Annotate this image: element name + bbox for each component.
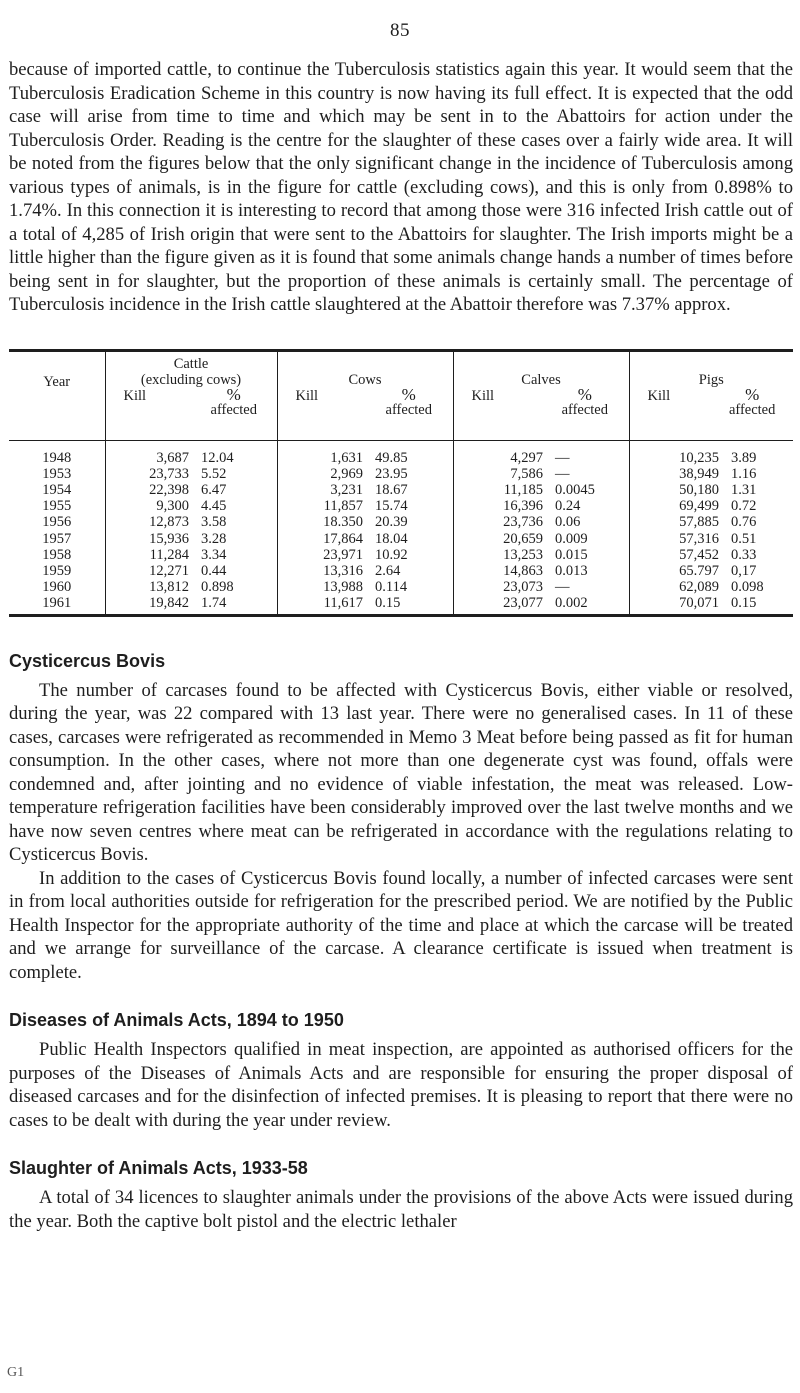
percent-cell: —	[555, 579, 570, 596]
percent-cell: 1.16	[731, 465, 757, 482]
percent-cell: 5.52	[201, 465, 227, 482]
kill-cell: 12,873	[105, 514, 195, 530]
section-heading: Diseases of Animals Acts, 1894 to 1950	[9, 1010, 344, 1031]
kill-cell: 3,231	[277, 482, 369, 498]
kill-cell: 1,631	[277, 440, 369, 466]
year-cell: 1958	[42, 546, 72, 563]
year-cell: 1955	[42, 498, 72, 515]
percent-cell: 0.098	[731, 579, 764, 596]
table-row	[9, 531, 793, 547]
kill-cell: 62,089	[629, 579, 725, 595]
kill-label: Kill	[295, 387, 319, 404]
percent-cell: 3.28	[201, 530, 227, 547]
kill-cell: 15,936	[105, 531, 195, 547]
percent-cell: 0.72	[731, 498, 757, 515]
kill-cell: 23,736	[453, 514, 549, 530]
kill-cell: 13,316	[277, 563, 369, 579]
page-number: 85	[390, 20, 410, 41]
percent-cell: 4.45	[201, 498, 227, 515]
affected-label: affected	[728, 401, 776, 418]
percent-cell: 0.002	[555, 595, 588, 612]
group-title-line2: (excluding cows)	[140, 371, 242, 388]
affected-label: affected	[385, 401, 432, 418]
percent-cell: 12.04	[201, 449, 234, 466]
percent-cell: 10.92	[375, 546, 408, 563]
kill-cell: 11,857	[277, 498, 369, 514]
year-cell: 1953	[42, 465, 72, 482]
kill-cell: 23,073	[453, 579, 549, 595]
kill-cell: 57,885	[629, 514, 725, 530]
kill-cell: 12,271	[105, 563, 195, 579]
percent-cell: 23.95	[375, 465, 408, 482]
kill-cell: 10,235	[629, 440, 725, 466]
percent-cell: 20.39	[375, 514, 408, 531]
percent-cell: 0.24	[555, 498, 581, 515]
kill-cell: 57,316	[629, 531, 725, 547]
percent-cell: 2.64	[375, 562, 401, 579]
percent-cell: 1.31	[731, 481, 757, 498]
kill-cell: 13,812	[105, 579, 195, 595]
year-cell: 1957	[42, 530, 72, 547]
kill-cell: 11,185	[453, 482, 549, 498]
section-heading: Cysticercus Bovis	[9, 650, 166, 671]
group-title-line1	[278, 356, 453, 372]
affected-label: affected	[561, 401, 608, 418]
percent-cell: 0.51	[731, 530, 757, 547]
section	[9, 1008, 793, 1132]
intro-paragraph: because of imported cattle, to continue the Tuberculosis statistics again this year. It would seem that the Tuberculosis Eradication Scheme in this country is now having its full effect. It is expected that the odd case will arise from time to time and which may be sent in to the Abattoirs for action under the Tuberculosis Order. Reading is the centre for the slaughter of these cases over a fairly wide area. It will be noted from the figures below that the only significant change in the incidence of Tuberculosis among various types of animals, is in the figure for cattle (excluding cows), and this is only from 0.898% to 1.74%. In this connection it is interesting to record that among those were 316 infected Irish cattle out of a total of 4,285 of Irish origin that were sent to the Abattoirs for slaughter. The Irish imports might be a little higher than the figure given as it is found that some animals change hands a number of times before being sent in for slaughter, but the proportion of these animals is certainly small. The percentage of Tuberculosis incidence in the Irish cattle slaughtered at the Abattoir therefore was 7.37% approx.	[9, 59, 793, 315]
percent-cell: 0.015	[555, 546, 588, 563]
year-cell: 1948	[42, 449, 72, 466]
kill-cell: 22,398	[105, 482, 195, 498]
kill-cell: 11,284	[105, 547, 195, 563]
table-row	[9, 440, 793, 466]
kill-cell: 2,969	[277, 466, 369, 482]
group-header-pigs	[629, 350, 793, 440]
group-title-line1	[630, 356, 794, 372]
percent-cell: 0.013	[555, 562, 588, 579]
kill-cell: 65.797	[629, 563, 725, 579]
kill-cell: 38,949	[629, 466, 725, 482]
section	[9, 1156, 793, 1233]
group-header-calves	[453, 350, 629, 440]
section-paragraph: Public Health Inspectors qualified in meat inspection, are appointed as authorised officers for the purposes of the Diseases of Animals Acts and are responsible for ensuring the proper disposal of diseased carcases and for the disinfection of infected premises. It is pleasing to report that there were no cases to be dealt with during the year under review.	[9, 1039, 793, 1131]
section-paragraph: The number of carcases found to be affected with Cysticercus Bovis, either viable or resolved, during the year, was 22 compared with 13 last year. There were no generalised cases. In 11 of these cases, carcases were refrigerated as recommended in Memo 3 Meat before being passed as fit for human consumption. In the other cases, where not more than one degenerate cyst was found, offals were condemned and, after jointing and no evidence of viable infestation, the meat was released. Low-temperature refrigeration facilities have been considerably improved over the last twelve months and we have now seven centres where meat can be refrigerated in accordance with the regulations relating to Cysticercus Bovis.	[9, 679, 793, 866]
percent-label: %	[577, 384, 592, 404]
group-header-cows	[277, 350, 453, 440]
kill-cell: 23,733	[105, 466, 195, 482]
table-row	[9, 498, 793, 514]
page-content	[9, 58, 793, 1233]
tuberculosis-table-wrap	[9, 349, 793, 617]
group-title-line1: Cattle	[173, 355, 209, 372]
kill-cell: 18.350	[277, 514, 369, 530]
kill-cell: 17,864	[277, 531, 369, 547]
table-row	[9, 595, 793, 615]
percent-cell: —	[555, 465, 570, 482]
section	[9, 649, 793, 985]
kill-cell: 3,687	[105, 440, 195, 466]
kill-cell: 23,077	[453, 595, 549, 615]
percent-cell: 18.04	[375, 530, 408, 547]
percent-cell: 18.67	[375, 481, 408, 498]
section-paragraph: In addition to the cases of Cysticercus Bovis found locally, a number of infected carcases were sent in from local authorities outside for refrigeration for the prescribed period. We are notified by the Public Health Inspector for the appropriate authority of the time and place at which the carcase will be treated and we arrange for surveillance of the carcase. A clearance certificate is issued when treatment is complete.	[9, 867, 793, 983]
kill-label: Kill	[471, 387, 495, 404]
percent-cell: 0,17	[731, 562, 757, 579]
kill-cell: 13,988	[277, 579, 369, 595]
section-paragraph: A total of 34 licences to slaughter animals under the provisions of the above Acts were issued during the year. Both the captive bolt pistol and the electric lethaler	[9, 1187, 793, 1232]
table-row	[9, 563, 793, 579]
kill-cell: 14,863	[453, 563, 549, 579]
kill-cell: 9,300	[105, 498, 195, 514]
percent-cell: 3.34	[201, 546, 227, 563]
percent-cell: —	[555, 449, 570, 466]
kill-cell: 11,617	[277, 595, 369, 615]
kill-cell: 19,842	[105, 595, 195, 615]
table-row	[9, 466, 793, 482]
percent-cell: 0.33	[731, 546, 757, 563]
table-body	[9, 440, 793, 615]
kill-cell: 23,971	[277, 547, 369, 563]
percent-cell: 0.06	[555, 514, 581, 531]
year-cell: 1959	[42, 562, 72, 579]
table-row	[9, 514, 793, 530]
sections	[9, 649, 793, 1234]
group-title-line2: Pigs	[698, 371, 724, 388]
percent-cell: 49.85	[375, 449, 408, 466]
kill-cell: 7,586	[453, 466, 549, 482]
percent-cell: 6.47	[201, 481, 227, 498]
percent-cell: 0.009	[555, 530, 588, 547]
group-header-cattle	[105, 350, 277, 440]
year-cell: 1960	[42, 579, 72, 596]
kill-label: Kill	[123, 387, 147, 404]
year-cell: 1961	[42, 595, 72, 612]
table-header-row	[9, 350, 793, 440]
tuberculosis-table	[9, 349, 793, 617]
year-header: Year	[9, 350, 105, 440]
kill-cell: 4,297	[453, 440, 549, 466]
group-title-line2: Cows	[348, 371, 382, 388]
kill-cell: 13,253	[453, 547, 549, 563]
table-row	[9, 579, 793, 595]
kill-label: Kill	[647, 387, 671, 404]
kill-cell: 20,659	[453, 531, 549, 547]
group-title-line2: Calves	[521, 371, 561, 388]
percent-cell: 0.15	[731, 595, 757, 612]
percent-cell: 15.74	[375, 498, 408, 515]
percent-cell: 0.76	[731, 514, 757, 531]
percent-label: %	[401, 384, 416, 404]
table-row	[9, 547, 793, 563]
footer-mark: G1	[7, 1365, 25, 1380]
percent-cell: 3.58	[201, 514, 227, 531]
kill-cell: 50,180	[629, 482, 725, 498]
percent-label: %	[226, 384, 241, 404]
kill-cell: 69,499	[629, 498, 725, 514]
affected-label: affected	[210, 401, 257, 418]
kill-cell: 57,452	[629, 547, 725, 563]
section-heading: Slaughter of Animals Acts, 1933-58	[9, 1158, 308, 1179]
percent-cell: 0.114	[375, 579, 408, 596]
year-cell: 1956	[42, 514, 72, 531]
percent-cell: 1.74	[201, 595, 227, 612]
percent-cell: 0.0045	[555, 481, 595, 498]
table-row	[9, 482, 793, 498]
kill-cell: 70,071	[629, 595, 725, 615]
group-title-line1	[454, 356, 629, 372]
percent-label: %	[745, 384, 760, 404]
percent-cell: 0.44	[201, 562, 227, 579]
percent-cell: 0.898	[201, 579, 234, 596]
percent-cell: 0.15	[375, 595, 401, 612]
year-cell: 1954	[42, 481, 72, 498]
percent-cell: 3.89	[731, 449, 757, 466]
kill-cell: 16,396	[453, 498, 549, 514]
